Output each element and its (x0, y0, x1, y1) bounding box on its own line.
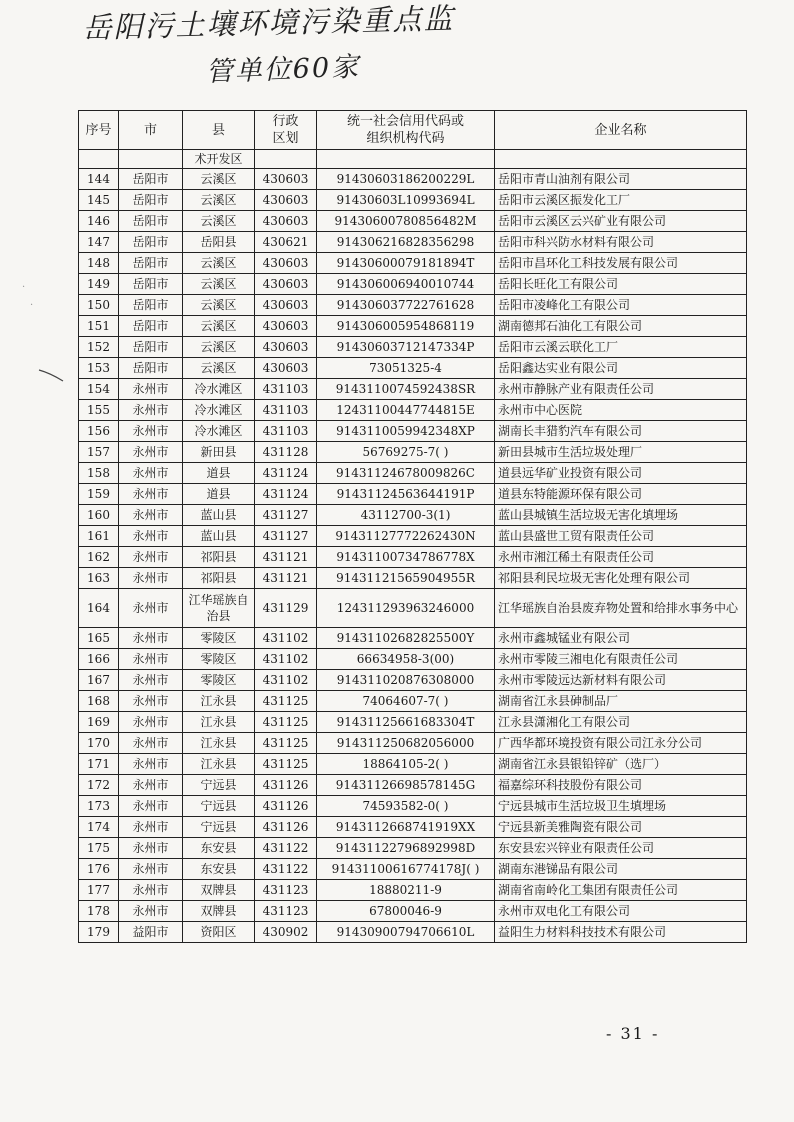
cell-seq: 176 (79, 859, 119, 880)
cell-code: 431126 (255, 796, 317, 817)
cell-company: 永州市静脉产业有限责任公司 (495, 379, 747, 400)
cell-seq: 157 (79, 442, 119, 463)
cell-county: 云溪区 (183, 316, 255, 337)
cell-city: 永州市 (119, 463, 183, 484)
cell-city: 永州市 (119, 754, 183, 775)
table-row (79, 400, 747, 421)
cell-credit: 914306007808564​82M (317, 211, 495, 232)
cell-county: 术开发区 (183, 150, 255, 169)
cell-seq: 169 (79, 712, 119, 733)
cell-code: 430603 (255, 316, 317, 337)
cell-code: 430603 (255, 169, 317, 190)
cell-county: 双牌县 (183, 880, 255, 901)
cell-company: 永州市零陵远达新材料有限公司 (495, 670, 747, 691)
cell-seq: 146 (79, 211, 119, 232)
cell-credit: 914311245636441​91P (317, 484, 495, 505)
cell-city: 永州市 (119, 817, 183, 838)
cell-company: 岳阳市青山油剂有限公司 (495, 169, 747, 190)
cell-county: 蓝山县 (183, 526, 255, 547)
cell-company: 湖南东港锑品有限公司 (495, 859, 747, 880)
scan-speck: · (22, 282, 26, 293)
cell-county: 云溪区 (183, 337, 255, 358)
cell-company: 湖南省南岭化工集团有限责任公司 (495, 880, 747, 901)
cell-county: 零陵区 (183, 670, 255, 691)
cell-code: 431103 (255, 379, 317, 400)
cell-code: 431121 (255, 568, 317, 589)
cell-county: 双牌县 (183, 901, 255, 922)
cell-company: 道县远华矿业投资有限公司 (495, 463, 747, 484)
cell-seq: 158 (79, 463, 119, 484)
cell-county: 云溪区 (183, 253, 255, 274)
cell-credit: 91431121565904955R (317, 568, 495, 589)
cell-company: 蓝山县盛世工贸有限责任公司 (495, 526, 747, 547)
cell-seq: 149 (79, 274, 119, 295)
table-row (79, 880, 747, 901)
table-row (79, 589, 747, 628)
cell-seq: 156 (79, 421, 119, 442)
cell-company: 永州市零陵三湘电化有限责任公司 (495, 649, 747, 670)
cell-county: 冷水滩区 (183, 421, 255, 442)
table-row (79, 421, 747, 442)
cell-county: 宁远县 (183, 775, 255, 796)
cell-county: 江永县 (183, 691, 255, 712)
cell-company: 湖南省江永县银铅锌矿（选厂） (495, 754, 747, 775)
cell-code: 431126 (255, 817, 317, 838)
cell-company: 江华瑶族自治县废弃物处置和给排水事务中心 (495, 589, 747, 628)
cell-county: 冷水滩区 (183, 379, 255, 400)
cell-credit: 91431100734786778X (317, 547, 495, 568)
table-row (79, 274, 747, 295)
cell-city: 永州市 (119, 691, 183, 712)
cell-credit: 91431122796892998D (317, 838, 495, 859)
cell-credit: 91431102682825500Y (317, 628, 495, 649)
cell-seq: 172 (79, 775, 119, 796)
cell-seq: 160 (79, 505, 119, 526)
cell-credit: 9143110074592438SR (317, 379, 495, 400)
cell-credit: 66634958-3(00) (317, 649, 495, 670)
cell-county: 祁阳县 (183, 547, 255, 568)
cell-city: 益阳市 (119, 922, 183, 943)
cell-seq (79, 150, 119, 169)
table-row (79, 190, 747, 211)
table-row (79, 649, 747, 670)
cell-credit: 56769275-7( ) (317, 442, 495, 463)
table-row (79, 169, 747, 190)
cell-city: 永州市 (119, 442, 183, 463)
cell-county: 江永县 (183, 712, 255, 733)
table-row (79, 775, 747, 796)
cell-code: 431102 (255, 670, 317, 691)
cell-city: 永州市 (119, 838, 183, 859)
cell-company: 宁远县城市生活垃圾卫生填埋场 (495, 796, 747, 817)
cell-code: 431121 (255, 547, 317, 568)
cell-company: 永州市中心医院 (495, 400, 747, 421)
cell-code: 431125 (255, 691, 317, 712)
cell-company: 蓝山县城镇生活垃圾无害化填埋场 (495, 505, 747, 526)
table-row (79, 232, 747, 253)
cell-company: 道县东特能源环保有限公司 (495, 484, 747, 505)
table-row (79, 859, 747, 880)
enterprise-table (78, 110, 747, 943)
cell-city: 永州市 (119, 670, 183, 691)
cell-code: 431123 (255, 901, 317, 922)
cell-county: 云溪区 (183, 169, 255, 190)
cell-seq: 144 (79, 169, 119, 190)
cell-credit (317, 150, 495, 169)
cell-credit: 91430600079181894T (317, 253, 495, 274)
cell-credit: 914306037722761628 (317, 295, 495, 316)
cell-county: 宁远县 (183, 817, 255, 838)
scan-speck: · (30, 300, 34, 311)
cell-seq: 173 (79, 796, 119, 817)
table-row (79, 817, 747, 838)
cell-code: 431124 (255, 484, 317, 505)
cell-seq: 155 (79, 400, 119, 421)
cell-credit: 91430603712147334P (317, 337, 495, 358)
cell-county: 江永县 (183, 733, 255, 754)
page-number: - 31 - (606, 1024, 660, 1043)
cell-county: 冷水滩区 (183, 400, 255, 421)
cell-code: 431125 (255, 712, 317, 733)
table-row (79, 547, 747, 568)
cell-seq: 174 (79, 817, 119, 838)
cell-city: 永州市 (119, 484, 183, 505)
cell-code: 430603 (255, 274, 317, 295)
cell-credit: 74064607-7( ) (317, 691, 495, 712)
cell-seq: 163 (79, 568, 119, 589)
cell-seq: 145 (79, 190, 119, 211)
table-row (79, 754, 747, 775)
cell-city: 永州市 (119, 526, 183, 547)
cell-code: 431103 (255, 421, 317, 442)
cell-code: 431127 (255, 526, 317, 547)
table-row (79, 505, 747, 526)
cell-city: 永州市 (119, 589, 183, 628)
table-row (79, 337, 747, 358)
cell-city: 岳阳市 (119, 232, 183, 253)
table-row (79, 463, 747, 484)
cell-seq: 165 (79, 628, 119, 649)
cell-city: 永州市 (119, 649, 183, 670)
cell-county: 云溪区 (183, 358, 255, 379)
cell-seq: 171 (79, 754, 119, 775)
cell-city: 永州市 (119, 628, 183, 649)
cell-seq: 167 (79, 670, 119, 691)
cell-seq: 150 (79, 295, 119, 316)
cell-city: 岳阳市 (119, 169, 183, 190)
cell-seq: 168 (79, 691, 119, 712)
cell-company: 益阳生力材料科技技术有限公司 (495, 922, 747, 943)
cell-seq: 166 (79, 649, 119, 670)
cell-company: 岳阳市科兴防水材料有限公司 (495, 232, 747, 253)
cell-code: 431129 (255, 589, 317, 628)
cell-code: 431127 (255, 505, 317, 526)
cell-code: 431103 (255, 400, 317, 421)
cell-company: 永州市鑫城锰业有限公司 (495, 628, 747, 649)
cell-county: 江永县 (183, 754, 255, 775)
cell-company: 岳阳长旺化工有限公司 (495, 274, 747, 295)
table-row (79, 922, 747, 943)
cell-seq: 162 (79, 547, 119, 568)
cell-company: 岳阳市云溪区振发化工厂 (495, 190, 747, 211)
cell-code: 431122 (255, 859, 317, 880)
cell-city: 永州市 (119, 505, 183, 526)
cell-company: 湖南德邦石油化工有限公司 (495, 316, 747, 337)
cell-credit: 914311005994234​8XP (317, 421, 495, 442)
cell-credit: 91431126687419​19XX (317, 817, 495, 838)
cell-company: 岳阳鑫达实业有限公司 (495, 358, 747, 379)
cell-county: 岳阳县 (183, 232, 255, 253)
cell-seq: 147 (79, 232, 119, 253)
table-row (79, 358, 747, 379)
header-credit-code: 统一社会信用代码或 组织机构代码 (317, 111, 495, 150)
cell-city: 岳阳市 (119, 274, 183, 295)
cell-county: 道县 (183, 463, 255, 484)
cell-seq: 175 (79, 838, 119, 859)
table-row (79, 568, 747, 589)
cell-credit: 67800046-9 (317, 901, 495, 922)
cell-city (119, 150, 183, 169)
cell-city: 永州市 (119, 859, 183, 880)
header-city: 市 (119, 111, 183, 150)
cell-county: 零陵区 (183, 628, 255, 649)
cell-credit: 914306005954868119 (317, 316, 495, 337)
cell-seq: 151 (79, 316, 119, 337)
table-row (79, 733, 747, 754)
cell-company: 永州市双电化工有限公司 (495, 901, 747, 922)
cell-company: 新田县城市生活垃圾处理厂 (495, 442, 747, 463)
cell-code (255, 150, 317, 169)
cell-company: 湖南省江永县砷制品厂 (495, 691, 747, 712)
cell-code: 431126 (255, 775, 317, 796)
cell-code: 430902 (255, 922, 317, 943)
cell-city: 岳阳市 (119, 253, 183, 274)
cell-credit: 914306216828356298 (317, 232, 495, 253)
cell-county: 道县 (183, 484, 255, 505)
table-row (79, 526, 747, 547)
cell-company: 岳阳市云溪区云兴矿业有限公司 (495, 211, 747, 232)
cell-credit: 91430900794706610L (317, 922, 495, 943)
cell-seq: 148 (79, 253, 119, 274)
header-county: 县 (183, 111, 255, 150)
cell-credit: 124311293963246000 (317, 589, 495, 628)
cell-seq: 177 (79, 880, 119, 901)
cell-code: 430603 (255, 253, 317, 274)
header-seq: 序号 (79, 111, 119, 150)
cell-credit: 18880211-9 (317, 880, 495, 901)
cell-company: 宁远县新美雅陶瓷有限公司 (495, 817, 747, 838)
cell-city: 永州市 (119, 796, 183, 817)
table-row (79, 628, 747, 649)
cell-company (495, 150, 747, 169)
table-row (79, 838, 747, 859)
table-row (79, 295, 747, 316)
table-row (79, 712, 747, 733)
cell-county: 云溪区 (183, 211, 255, 232)
cell-company: 永州市湘江稀土有限责任公司 (495, 547, 747, 568)
cell-code: 430621 (255, 232, 317, 253)
cell-company: 岳阳市云溪云联化工厂 (495, 337, 747, 358)
cell-credit: 73051325-4 (317, 358, 495, 379)
cell-city: 永州市 (119, 379, 183, 400)
cell-credit: 914311250682056000 (317, 733, 495, 754)
cell-code: 430603 (255, 358, 317, 379)
cell-credit: 74593582-0( ) (317, 796, 495, 817)
cell-seq: 153 (79, 358, 119, 379)
cell-county: 东安县 (183, 859, 255, 880)
cell-county: 云溪区 (183, 274, 255, 295)
handwritten-note-line-1: 岳阳污土壤环境污染重点监 (82, 1, 455, 45)
table-row (79, 253, 747, 274)
cell-code: 431128 (255, 442, 317, 463)
cell-code: 430603 (255, 295, 317, 316)
cell-city: 岳阳市 (119, 337, 183, 358)
table-row (79, 211, 747, 232)
cell-city: 永州市 (119, 712, 183, 733)
cell-company: 东安县宏兴锌业有限责任公司 (495, 838, 747, 859)
cell-city: 岳阳市 (119, 295, 183, 316)
cell-seq: 178 (79, 901, 119, 922)
table-header-row (79, 111, 747, 150)
cell-city: 永州市 (119, 568, 183, 589)
table-row (79, 484, 747, 505)
cell-credit: 91431126698578145G (317, 775, 495, 796)
cell-credit: 91430603L10993694L (317, 190, 495, 211)
cell-county: 云溪区 (183, 190, 255, 211)
cell-city: 岳阳市 (119, 358, 183, 379)
cell-credit: 18864105-2( ) (317, 754, 495, 775)
cell-company: 岳阳市昌环化工科技发展有限公司 (495, 253, 747, 274)
cell-code: 431102 (255, 649, 317, 670)
cell-city: 岳阳市 (119, 316, 183, 337)
cell-city: 永州市 (119, 547, 183, 568)
cell-city: 永州市 (119, 880, 183, 901)
cell-credit: 43112700-3(1) (317, 505, 495, 526)
table-row (79, 796, 747, 817)
cell-county: 新田县 (183, 442, 255, 463)
cell-county: 宁远县 (183, 796, 255, 817)
cell-code: 430603 (255, 211, 317, 232)
cell-credit: 91431125661683304T (317, 712, 495, 733)
cell-code: 431124 (255, 463, 317, 484)
cell-credit: 91430603186200229L (317, 169, 495, 190)
cell-code: 430603 (255, 337, 317, 358)
cell-county: 祁阳县 (183, 568, 255, 589)
cell-city: 永州市 (119, 400, 183, 421)
handwritten-note-line-2: 管单位60家 (205, 51, 361, 88)
cell-code: 431125 (255, 733, 317, 754)
cell-city: 永州市 (119, 775, 183, 796)
cell-company: 岳阳市凌峰化工有限公司 (495, 295, 747, 316)
cell-credit: 12431100447744815E (317, 400, 495, 421)
cell-city: 永州市 (119, 733, 183, 754)
cell-city: 岳阳市 (119, 211, 183, 232)
cell-code: 431123 (255, 880, 317, 901)
cell-county: 东安县 (183, 838, 255, 859)
cell-county: 零陵区 (183, 649, 255, 670)
cell-code: 431102 (255, 628, 317, 649)
cell-code: 430603 (255, 190, 317, 211)
table-row (79, 670, 747, 691)
cell-company: 湖南长丰猎豹汽车有限公司 (495, 421, 747, 442)
cell-company: 广西华都环境投资有限公司江永分公司 (495, 733, 747, 754)
header-company: 企业名称 (495, 111, 747, 150)
cell-county: 云溪区 (183, 295, 255, 316)
cell-county: 江华瑶族自治县 (183, 589, 255, 628)
cell-credit: 914306006940010744 (317, 274, 495, 295)
cell-company: 江永县潇湘化工有限公司 (495, 712, 747, 733)
cell-seq: 152 (79, 337, 119, 358)
cell-code: 431125 (255, 754, 317, 775)
cell-seq: 179 (79, 922, 119, 943)
table-row (79, 442, 747, 463)
cell-county: 资阳区 (183, 922, 255, 943)
table-row (79, 379, 747, 400)
pencil-check-mark (38, 368, 64, 382)
cell-seq: 159 (79, 484, 119, 505)
cell-credit: 91431100616774178J( ) (317, 859, 495, 880)
table-row (79, 316, 747, 337)
header-district-code: 行政 区划 (255, 111, 317, 150)
cell-seq: 164 (79, 589, 119, 628)
cell-city: 岳阳市 (119, 190, 183, 211)
cell-company: 祁阳县利民垃圾无害化处理有限公司 (495, 568, 747, 589)
continuation-row (79, 150, 747, 169)
cell-credit: 914311020876308000 (317, 670, 495, 691)
cell-seq: 154 (79, 379, 119, 400)
table-row (79, 691, 747, 712)
cell-credit: 91431127772262430N (317, 526, 495, 547)
cell-code: 431122 (255, 838, 317, 859)
cell-city: 永州市 (119, 421, 183, 442)
cell-seq: 161 (79, 526, 119, 547)
cell-seq: 170 (79, 733, 119, 754)
cell-city: 永州市 (119, 901, 183, 922)
table-row (79, 901, 747, 922)
cell-company: 福嘉综环科技股份有限公司 (495, 775, 747, 796)
cell-credit: 91431124678009826C (317, 463, 495, 484)
cell-county: 蓝山县 (183, 505, 255, 526)
